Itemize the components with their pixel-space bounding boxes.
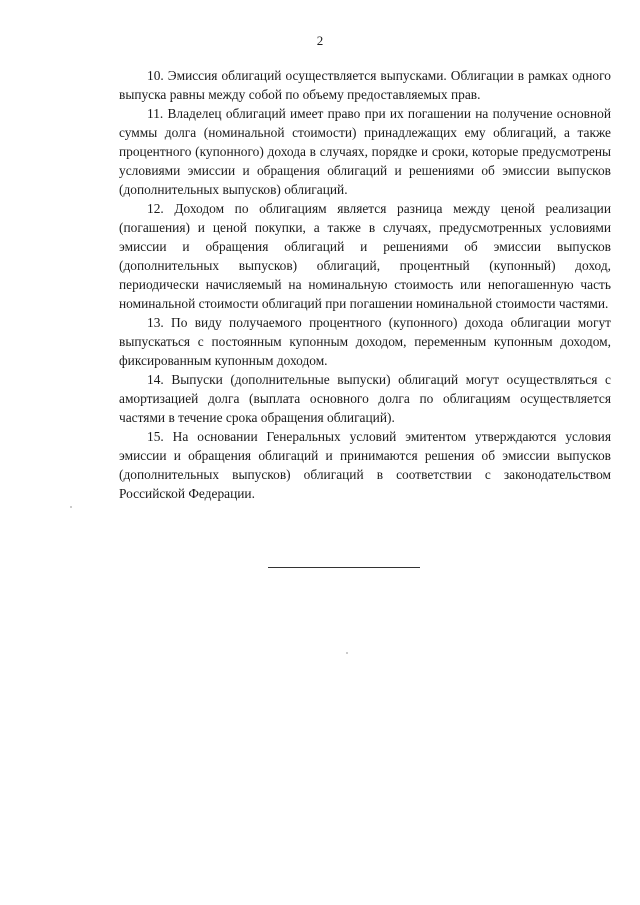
paragraph-12: 12. Доходом по облигациям является разница между ценой реализации (погашения) и ценой покупки, а также в случаях, предусмотренных условиями эмиссии и обращения облигаций и решениями об эмиссии выпусков (дополнительных выпусков) облигаций, процентный (купонный) доход, периодически начисляемый на номинальную стоимость или непогашенную часть номинальной стоимости облигаций при погашении номинальной стоимости частями. — [119, 201, 611, 311]
paragraph-13: 13. По виду получаемого процентного (купонного) дохода облигации могут выпускаться с постоянным купонным доходом, переменным купонным доходом, фиксированным купонным доходом. — [119, 315, 611, 368]
end-divider-line — [268, 567, 420, 568]
scan-speck — [70, 506, 72, 508]
document-body — [119, 66, 611, 503]
paragraph-14: 14. Выпуски (дополнительные выпуски) облигаций могут осуществляться с амортизацией долга (выплата основного долга по облигациям осуществляется частями в течение срока обращения облигаций). — [119, 372, 611, 425]
paragraph-10: 10. Эмиссия облигаций осуществляется выпусками. Облигации в рамках одного выпуска равны между собой по объему предоставляемых прав. — [119, 68, 611, 102]
paragraph-15: 15. На основании Генеральных условий эмитентом утверждаются условия эмиссии и обращения облигаций и принимаются решения об эмиссии выпусков (дополнительных выпусков) облигаций в соответствии с законодательством Российской Федерации. — [119, 429, 611, 501]
page-number: 2 — [316, 33, 324, 48]
paragraph-11: 11. Владелец облигаций имеет право при их погашении на получение основной суммы долга (номинальной стоимости) принадлежащих ему облигаций, а также процентного (купонного) дохода в случаях, порядке и сроки, которые предусмотрены условиями эмиссии и обращения облигаций и решениями об эмиссии выпусков (дополнительных выпусков) облигаций. — [119, 106, 611, 197]
scan-speck — [346, 652, 348, 654]
